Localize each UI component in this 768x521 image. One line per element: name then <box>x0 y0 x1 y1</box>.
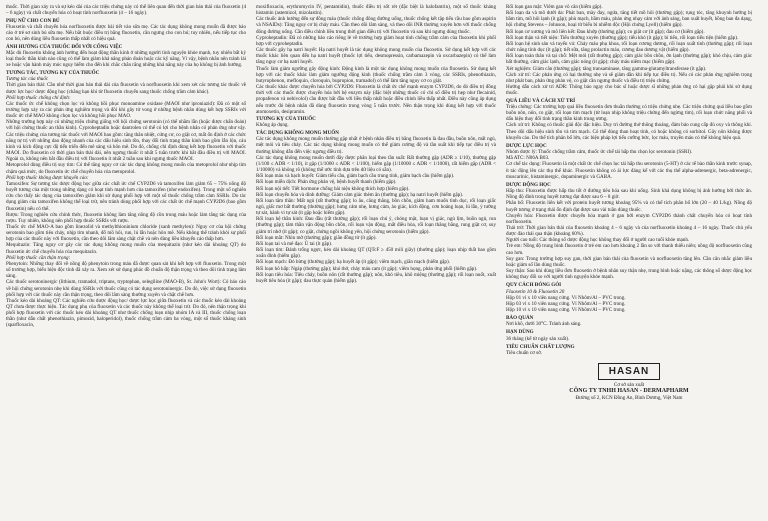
paragraph: Xét nghiệm: Giảm cân (thường gặp); tăng transaminase, tăng gamma-glutamyltransferase (ít gặp). <box>506 65 707 72</box>
paragraph: Rối loạn mắt: Nhìn mờ (thường gặp); giãn đồng tử (ít gặp). <box>256 234 377 241</box>
manufacturer-label: Cơ sở sản xuất <box>613 382 645 389</box>
sub-heading: Fluoxetin 10 & Fluoxetin 20 <box>506 288 565 295</box>
paragraph: Rượu: Trong nghiên cứu chính thức, fluoxetin không làm tăng nồng độ cồn trong máu hoặc làm tăng tác dụng của rượu. Tuy nhiên, không nên phối hợp thuốc SSRIs với rượu. <box>6 211 246 224</box>
paragraph: Rối loạn thận và tiết niệu: Tiểu thường xuyên (thường gặp); tiểu khó (ít gặp); bí tiểu, rối loạn tiểu tiện (hiếm gặp). <box>506 34 739 41</box>
paragraph: Phenytoin: Những thay đổi về nồng độ phenytoin trong máu đã được quan sát khi kết hợp với fluoxetin. Trong một số trường hợp, biểu hiện độc tính đã xảy ra. Xem xét sử dụng phác đồ chuẩn độ thận trọng và theo dõi tình trạng lâm sàng. <box>6 260 246 280</box>
paragraph: Rối loạn hệ sinh sản và tuyến vú: Chảy máu phụ khoa, rối loạn cương dương, rối loạn xuất tinh (thường gặp); rối loạn chức năng tình dục (ít gặp); tiết sữa, tăng prolactin máu, cương đau dương vật (hiếm gặp). <box>506 40 752 54</box>
manufacturer-block <box>506 382 752 401</box>
paragraph: Hấp thu: Fluoxetin được hấp thu tốt ở đường tiêu hóa sau khi uống. Sinh khả dụng không bị ảnh hưởng bởi thức ăn. Nồng độ đỉnh trong huyết tương đạt được sau 6 – 8 giờ. <box>506 188 752 201</box>
section-heading: ẢNH HƯỞNG CỦA THUỐC ĐỐI VỚI CÔNG VIỆC <box>6 43 123 50</box>
paragraph: Người cao tuổi: Các thông số dược động học không thay đổi ở người cao tuổi khỏe mạnh. <box>506 237 690 244</box>
section-heading: TÁC DỤNG KHÔNG MONG MUỐN <box>256 130 339 137</box>
section-heading: TIÊU CHUẨN CHẤT LƯỢNG <box>506 343 575 350</box>
paragraph: Tiêu chuẩn cơ sở. <box>506 349 543 356</box>
paragraph: Rối loạn máu và bạch huyết: Giảm tiểu cầu, giảm bạch cầu trung tính, giảm bạch cầu (hiếm gặp). <box>256 173 455 180</box>
leaflet-column-3 <box>506 4 752 519</box>
paragraph: Nơi khô, dưới 30°C. Tránh ánh sáng. <box>506 321 582 328</box>
paragraph: Rối loạn gan mật: Viêm gan vô căn (hiếm gặp). <box>506 4 603 10</box>
hasan-logo <box>598 363 660 380</box>
logo-text: HASAN <box>608 365 650 377</box>
paragraph: Hướng dẫn cách xử trí ADR: Thông báo ngay cho bác sĩ hoặc dược sĩ những phản ứng có hại gặp phải khi sử dụng thuốc. <box>506 84 752 97</box>
paragraph: Rối loạn miễn dịch: Phản ứng phản vệ, bệnh huyết thanh (hiếm gặp). <box>256 179 397 186</box>
paragraph: Triệu chứng: Các trường hợp quá liều fluoxetin đơn thuần thường có triệu chứng nhẹ. Các triệu chứng quá liều bao gồm buồn nôn, nôn, co giật, rối loạn tim mạch (từ loạn nhịp không triệu chứng đến ngừng tim), rối loạn chức năng phổi và dấu hiệu thay đổi tình trạng thần kinh trung ương. <box>506 104 752 123</box>
paragraph: Thuốc làm giảm ngưỡng gây động kinh: Động kinh là một tác dụng không mong muốn của fluoxetin. Sử dụng kết hợp với các thuốc khác làm giảm ngưỡng động kinh (thuốc chống trầm cảm 3 vòng, các SSRIs, phenothiazin, butyrophenon, mefloquin, cloroquin, bupropion, tramadol) có thể làm tăng nguy cơ co giật. <box>256 65 496 84</box>
sub-heading: Tương tác của thuốc <box>6 76 49 83</box>
paragraph: Rối loạn tim: Đánh trống ngực, kéo dài khoảng QT (QTcF ≥ 450 mili giây) (thường gặp); loạn nhịp thất bao gồm xoắn đỉnh (hiếm gặp). <box>256 247 496 260</box>
paragraph: Phân bố: Fluoxetin liên kết với protein huyết tương khoảng 95% và có thể tích phân bố lớn (20 – 40 L/kg). Nồng độ huyết tương ở trạng thái ổn định đạt được sau vài tuần dùng thuốc. <box>506 200 752 213</box>
paragraph: Tamoxifen: Sự tương tác dược động học giữa các chất ức chế CYP2D6 và tamoxifen làm giảm 65 – 75% nồng độ huyết tương của một trong những dạng có hoạt tính mạnh hơn của tamoxifen (như endoxifen). Trong một số nghiên cứu cho thấy tác dụng của tamoxifen giảm khi sử dụng phối hợp với một số thuốc chống trầm cảm SSRIs. Do tác dụng giảm của tamoxifen không thể loại trừ, nên tránh dùng phối hợp với các chất ức chế mạnh CYP2D6 (bao gồm fluoxetin) nếu có thể. <box>6 180 246 212</box>
paragraph: Rối loạn tâm thần: Mất ngủ (rất thường gặp); lo âu, căng thẳng, bồn chồn, giảm ham muốn tình dục, rối loạn giấc ngủ, giấc mơ bất thường (thường gặp); hưng cảm nhẹ, hưng cảm, ảo giác, kích động, cơn hoảng loạn, lú lẫn, ý tưởng tự sát, hành vi tự sát (ít gặp hoặc hiếm gặp). <box>256 197 496 217</box>
section-heading: DƯỢC LỰC HỌC <box>506 142 547 149</box>
paragraph: Rối loạn hô hấp: Ngáp (thường gặp); khó thở, chảy máu cam (ít gặp); viêm họng, phản ứng phổi (hiếm gặp). <box>256 265 478 272</box>
paragraph: 36 tháng (kể từ ngày sản xuất). <box>506 335 570 342</box>
paragraph: Những trường hợp này có những triệu chứng giống với hội chứng serotonin (có thể nhầm lẫn (hoặc được chẩn đoán) với hội chứng thuốc an thần kinh). Cyproheptadin hoặc dantrolen có thể có lợi cho bệnh nhân có phản ứng như vậy. Các triệu chứng của tương tác thuốc với MAOI bao gồm: tăng thân nhiệt, cứng cơ, co giật cơ, mất ổn định ở các chức năng tự trị với những dao động nhanh của các dấu hiệu sinh tồn, thay đổi tình trạng thần kinh bao gồm lẫn lộn, cáu kỉnh và kích động cực độ tiến triển đến mê sảng và hôn mê. Do đó, chống chỉ định dùng kết hợp fluoxetin với thuốc MAOI. Do fluoxetin có thời gian bán thải dài, nên ngưng thuốc ít nhất 5 tuần trước khi bắt đầu điều trị với MAOI. Ngoài ra, không nên bắt đầu điều trị với fluoxetin ít nhất 2 tuần sau khi ngưng thuốc MAOI. <box>6 119 246 163</box>
paragraph: Hộp 01 vỉ x 10 viên nang cứng. Vỉ Nhôm/Al – PVC trong. <box>506 294 626 301</box>
paragraph: Thải trừ: Thời gian bán thải của fluoxetin khoảng 4 – 6 ngày và của norfluoxetin khoảng 4 – 16 ngày. Thuốc chủ yếu được đào thải qua thận (khoảng 60%). <box>506 224 752 238</box>
leaflet-column-2 <box>256 4 496 519</box>
paragraph: Thời gian bán thải: Cần nhớ thời gian bán thải dài của fluoxetin và norfluoxetin khi xem xét các tương tác thuốc về dược lực học/ dược động học (chẳng hạn khi từ fluoxetin chuyển sang thuốc chống trầm cảm khác). <box>6 82 246 95</box>
paragraph: Rối loạn tiêu hóa: Tiêu chảy, buồn nôn (rất thường gặp); nôn, khó tiêu, khô miệng (thường gặp); rối loạn nuốt, xuất huyết tiêu hóa (ít gặp); đau thực quản (hiếm gặp). <box>256 271 496 284</box>
paragraph: Các thuốc serotoninergic (lithium, tramadol, triptans, tryptophan, selegiline (MAO-B), St. John's Wort): Có báo cáo về hội chứng serotonin nhẹ khi dùng SSRIs với thuốc cũng có tác dụng serotoninergic. Do đó, việc sử dụng fluoxetin phối hợp với các thuốc này cần thận trọng, theo dõi lâm sàng thường xuyên và chặt chẽ hơn. <box>6 279 246 298</box>
paragraph: Cơ chế tác dụng: Fluoxetin là một chất ức chế chọn lọc tái hấp thu serotonin (5-HT) ở các tế bào thần kinh trước synap, ít tác động lên các thụ thể khác. Fluoxetin không có ái lực đáng kể với các thụ thể alpha-adrenergic, beta-adrenergic, muscarinic, histaminergic, dopaminergic và GABA. <box>506 161 752 180</box>
paragraph: Các thuốc ức chế không chọn lọc và không hồi phục monoamine oxidase (MAOI như iproniazid): Đã có một số trường hợp xảy ra các phản ứng nghiêm trọng và đôi khi gây tử vong ở những bệnh nhân dùng kết hợp SSRIs với thuốc ức chế MAO không chọn lọc và không hồi phục MAO. <box>6 100 246 120</box>
paragraph: Hộp 03 vỉ x 10 viên nang cứng. Vỉ Nhôm/Al – PVC trong. <box>506 300 626 307</box>
paragraph: Trẻ em: Nồng độ trung bình fluoxetin ở trẻ em cao hơn khoảng 2 lần so với thanh thiếu niên; nồng độ norfluoxetin cũng cao hơn. <box>506 243 752 256</box>
paragraph: Các tác dụng không mong muốn thường gặp nhất ở bệnh nhân điều trị bằng fluoxetin là đau đầu, buồn nôn, mất ngủ, mệt mỏi và tiêu chảy. Các tác dụng không mong muốn có thể giảm cường độ và tần suất khi tiếp tục điều trị và thường không dẫn đến việc ngưng điều trị. <box>256 136 496 155</box>
paragraph: Hộp 10 vỉ x 10 viên nang cứng. Vỉ Nhôm/Al – PVC trong. <box>506 307 626 313</box>
paragraph: Các thuốc ảnh hưởng đến sự đông máu (thuốc chống đông đường uống, thuốc chống kết tập tiểu cầu bao gồm aspirin và NSAIDs): Tăng nguy cơ bị chảy máu. Cần theo dõi lâm sàng, và theo dõi INR thường xuyên hơn với thuốc chống đông đường uống. Cần điều chỉnh liều trong thời gian điều trị với fluoxetin và sau khi ngưng dùng thuốc. <box>256 16 496 35</box>
paragraph: Rối loạn nội tiết: Tiết hormone chống bài niệu không thích hợp (hiếm gặp). <box>256 185 410 192</box>
paragraph: Rối loạn cơ xương và mô liên kết: Đau khớp (thường gặp); co giật cơ (ít gặp); đau cơ (hiếm gặp). <box>506 28 705 35</box>
paragraph: Cách xử trí: Các phản ứng có hại thường nhẹ và sẽ giảm dần khi tiếp tục điều trị. Nếu có các phản ứng nghiêm trọng như phát ban, phản ứng phản vệ, co giật cần ngưng thuốc và điều trị triệu chứng. <box>506 71 752 84</box>
sub-heading: Phối hợp thuốc chống chỉ định: <box>6 94 71 101</box>
paragraph: Metoprolol dùng điều trị suy tim: Có thể tăng nguy cơ các tác dụng không mong muốn của metoprolol như nhịp tim chậm quá mức, do fluoxetin ức chế chuyển hóa của metoprolol. <box>6 162 246 175</box>
paragraph: Fluoxetin và chất chuyển hóa norfluoxetin được bài tiết vào sữa mẹ. Các tác dụng không mong muốn đã được báo cáo ở trẻ sơ sinh bú sữa mẹ. Nếu bắt buộc điều trị bằng fluoxetin, cần ngưng cho con bú; tuy nhiên, nếu tiếp tục cho con bú, nên dùng liều fluoxetin thấp nhất có hiệu quả. <box>6 23 246 43</box>
section-heading: BẢO QUẢN <box>506 315 534 322</box>
section-heading: TƯƠNG KỴ CỦA THUỐC <box>256 116 316 123</box>
paragraph: thuốc. Thời gian xảy ra và sự kéo dài của các triệu chứng này có thể liên quan đến thời gian bán thải của fluoxetin (4 – 6 ngày) và chất chuyển hóa có hoạt tính norfluoxetin (4 – 16 ngày). <box>6 4 246 17</box>
paragraph: Mặc dù fluoxetin không ảnh hưởng đến hoạt động thần kinh ở những người tình nguyện khỏe mạnh, tuy nhiên bất kỳ loại thuốc thần kinh nào cũng có thể làm giảm khả năng phán đoán hoặc các kỹ năng. Vì vậy, bệnh nhân nên tránh lái xe hoặc vận hành máy móc nguy hiểm cho đến khi chắc chắn rằng những khả năng này của họ không bị ảnh hưởng. <box>6 50 246 69</box>
section-heading: HẠN DÙNG <box>506 329 534 336</box>
manufacturer-address: Đường số 2, KCN Đồng An, Bình Dương, Việt Nam <box>575 394 683 401</box>
sub-heading: Phối hợp thuốc cần thận trọng: <box>6 254 71 261</box>
paragraph: Các thuốc khác được chuyển hóa bởi CYP2D6: Fluoxetin là chất ức chế mạnh enzym CYP2D6, do đó điều trị đồng thời với các thuốc được chuyển hóa bởi hệ enzym này (đặc biệt những thuốc có chỉ số điều trị hẹp như flecainid, propafenon và nebivolol) cần được bắt đầu với liều thấp nhất hoặc điều chỉnh liều thấp nhất. Điều này cũng áp dụng nếu trước đó bệnh nhân đã dùng fluoxetin trong vòng 5 tuần trước. Nên thận trọng khi dùng kết hợp với thuốc atomoxetin, desipramin. <box>256 84 496 115</box>
paragraph: Rối loạn toàn thân và tại chỗ: Mệt mỏi (rất thường gặp); cảm giác bồn chồn, ớn lạnh (thường gặp); khó chịu, cảm giác bất thường, cảm giác lạnh, cảm giác nóng (ít gặp); chảy máu niêm mạc (hiếm gặp). <box>506 53 752 66</box>
paragraph: Các thuốc gây hạ natri huyết: Hạ natri huyết là tác dụng không mong muốn của fluoxetin. Sử dụng kết hợp với các thuốc khác liên quan đến hạ natri huyết (thuốc lợi tiểu, desmopressin, carbamazepin và oxcarbazepin) có thể làm tăng nguy cơ hạ natri huyết. <box>256 47 496 66</box>
paragraph: Rối loạn hệ thần kinh: Đau đầu (rất thường gặp); rối loạn chú ý, chóng mặt, loạn vị giác, ngủ lịm, buồn ngủ, run (thường gặp); tâm thần vận động bồn chồn, rối loạn vận động, mất điều hòa, rối loạn thăng bằng, rung giật cơ, suy giảm trí nhớ (ít gặp); co giật, chứng ngồi không yên, hội chứng serotonin (hiếm gặp). <box>256 216 496 235</box>
sub-heading: Phối hợp thuốc không được khuyến cáo: <box>6 174 89 181</box>
section-heading: DƯỢC ĐỘNG HỌC <box>506 181 551 188</box>
paragraph: Cách xử trí: Không có thuốc giải độc đặc hiệu. Duy trì đường thở thông thoáng, đảm bảo cung cấp đủ oxy và thông khí. Theo dõi dấu hiệu sinh tồn và tim mạch. Có thể dùng than hoạt tính, có hoặc không có sorbitol. Gây nôn không được khuyến cáo. Do thể tích phân bố lớn, các biện pháp lợi tiểu cưỡng bức, lọc máu, truyền máu có thể không hiệu quả. <box>506 122 752 141</box>
leaflet-column-1 <box>6 4 246 519</box>
paragraph: Rối loạn mạch: Đỏ bừng (thường gặp); hạ huyết áp (ít gặp); viêm mạch, giãn mạch (hiếm gặp). <box>256 259 450 266</box>
paragraph: Suy gan: Trong trường hợp suy gan, thời gian bán thải của fluoxetin và norfluoxetin tăng lên. Cần cân nhắc giảm liều hoặc giảm số lần dùng thuốc. <box>506 255 752 268</box>
section-heading: TƯƠNG TÁC, TƯƠNG KỴ CỦA THUỐC <box>6 70 100 77</box>
paragraph: moxifloxacin, erythromycin IV, pentamidin), thuốc điều trị sốt rét (đặc biệt là halofantrin), một số thuốc kháng histamin (astemizol, mizolastin). <box>256 4 496 17</box>
paragraph: Nhóm dược lý: Thuốc chống trầm cảm, thuốc ức chế tái hấp thu chọn lọc serotonin (SSRI). <box>506 149 693 156</box>
paragraph: Rối loạn chuyển hóa và dinh dưỡng: Giảm cảm giác thèm ăn (thường gặp); hạ natri huyết (hiếm gặp). <box>256 191 464 198</box>
paragraph: Cyproheptadin: Đã có những báo cáo riêng lẻ về trường hợp giảm hoạt tính chống trầm cảm của fluoxetin khi phối hợp với cyproheptadin. <box>256 34 496 47</box>
manufacturer-name: CÔNG TY TNHH HASAN - DERMAPHARM <box>569 388 689 395</box>
paragraph: Mã ATC: N06A B03. <box>506 155 550 162</box>
paragraph: Thuốc ức chế MAO-A bao gồm linezolid và methylthioninium chloride (xanh methylen): Nguy cơ của hội chứng serotonin bao gồm tiêu chảy, nhịp tim nhanh, đổ mồ hôi, run, lú lẫn hoặc hôn mê. Nếu không thể tránh khỏi sự phối hợp của các thuốc này với fluoxetin, cần theo dõi lâm sàng chặt chẽ và nên dùng liều khuyến cáo thấp hơn. <box>6 223 246 243</box>
paragraph: Các tác dụng không mong muốn dưới đây được phân loại theo tần suất: Rất thường gặp (ADR ≥ 1/10), thường gặp (1/100 ≤ ADR < 1/10), ít gặp (1/1000 ≤ ADR < 1/100), hiếm gặp (1/10000 ≤ ADR < 1/1000), rất hiếm gặp (ADR < 1/10000) và không rõ (không thể ước tính dựa trên dữ liệu có sẵn). <box>256 154 496 174</box>
paragraph: Thuốc kéo dài khoảng QT: Các nghiên cứu dược động học/ dược lực học giữa fluoxetin và các thuốc kéo dài khoảng QT chưa được thực hiện. Tác dụng phụ của fluoxetin và các thuốc này không thể loại trừ. Do đó, nên thận trọng khi phối hợp fluoxetin với các thuốc kéo dài khoảng QT như thuốc chống loạn nhịp nhóm IA và III, thuốc chống loạn thần (như dẫn chất phenothiazin, pimozid, haloperidol), thuốc chống trầm cảm ba vòng, một số thuốc kháng sinh (sparfloxacin, <box>6 297 246 329</box>
paragraph: Chuyển hóa: Fluoxetin được chuyển hóa mạnh ở gan bởi enzym CYP2D6 thành chất chuyển hóa có hoạt tính norfluoxetin. <box>506 212 752 225</box>
section-heading: PHỤ NỮ CHO CON BÚ <box>6 17 60 24</box>
paragraph: Rối loạn tai và mê đạo: Ù tai (ít gặp). <box>256 240 333 247</box>
section-heading: QUÁ LIỀU VÀ CÁCH XỬ TRÍ <box>506 97 576 104</box>
paragraph: Suy thận: Sau khi dùng liều đơn fluoxetin ở bệnh nhân suy thận nhẹ, trung bình hoặc nặng, các thông số dược động học không thay đổi so với người tình nguyện khỏe mạnh. <box>506 268 752 281</box>
section-heading: QUY CÁCH ĐÓNG GÓI <box>506 282 562 289</box>
paragraph: Rối loạn da và mô dưới da: Phát ban, mày đay, ngứa, tăng tiết mồ hôi (thường gặp); rụng tóc, tăng khuynh hướng bị bầm tím, mồ hôi lạnh (ít gặp); phù mạch, bầm máu, phản ứng nhạy cảm với ánh sáng, ban xuất huyết, hồng ban đa dạng, hội chứng Stevens – Johnson, hoại tử biểu bì nhiễm độc (Hội chứng Lyell) (hiếm gặp). <box>506 10 752 29</box>
paragraph: Không áp dụng. <box>256 122 289 129</box>
paragraph: Mequitazin: Tăng nguy cơ gây các tác dụng không mong muốn của mequitazin (như kéo dài khoảng QT) do fluoxetin ức chế chuyển hóa của mequitazin. <box>6 242 246 255</box>
